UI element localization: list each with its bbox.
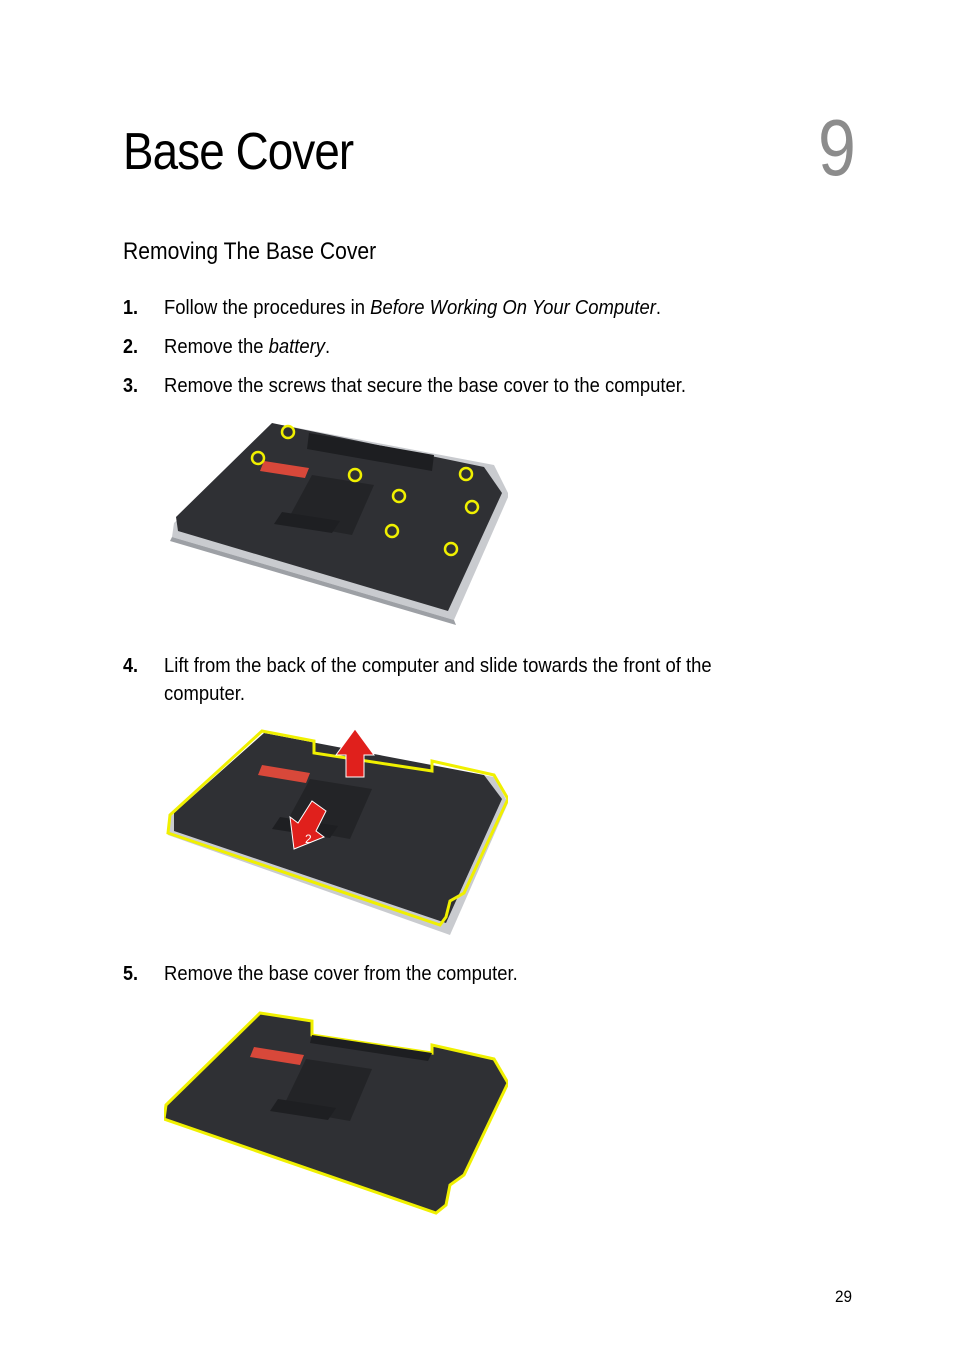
laptop-screws-photo	[164, 405, 508, 635]
arrow-2-label: 2	[305, 832, 312, 846]
step-link-text: Before Working On Your Computer	[370, 296, 656, 319]
step-text-part: Remove the	[164, 335, 269, 358]
step-text-line: Lift from the back of the computer and slide towards the front of the	[164, 654, 712, 677]
base-cover-photo	[164, 995, 508, 1225]
step-text: Remove the base cover from the computer.	[164, 962, 518, 985]
figure-screws	[164, 405, 508, 635]
chapter-number: 9	[818, 103, 856, 192]
step-number: 4.	[123, 654, 139, 677]
step-link-text: battery	[268, 335, 326, 358]
step-number: 2.	[123, 335, 139, 358]
figure-lift-slide	[164, 713, 508, 943]
step-text	[164, 333, 794, 361]
figure-cover-removed	[164, 995, 508, 1225]
step-text-part: .	[325, 335, 331, 358]
step-number: 5.	[123, 962, 139, 985]
chapter-title: Base Cover	[123, 123, 354, 181]
step-number: 1.	[123, 296, 139, 319]
step-text-part: .	[655, 296, 662, 319]
laptop-lift-photo	[164, 713, 508, 943]
step-text: Remove the screws that secure the base cover to the computer.	[164, 374, 686, 397]
step-text-part: Follow the procedures in	[164, 296, 371, 319]
section-title: Removing The Base Cover	[123, 238, 377, 265]
page-number: 29	[835, 1287, 853, 1306]
arrow-1-label: 1	[377, 742, 384, 756]
step-text	[164, 652, 794, 708]
step-text-line: computer.	[164, 682, 246, 705]
step-number: 3.	[123, 374, 139, 397]
step-text	[164, 294, 794, 322]
